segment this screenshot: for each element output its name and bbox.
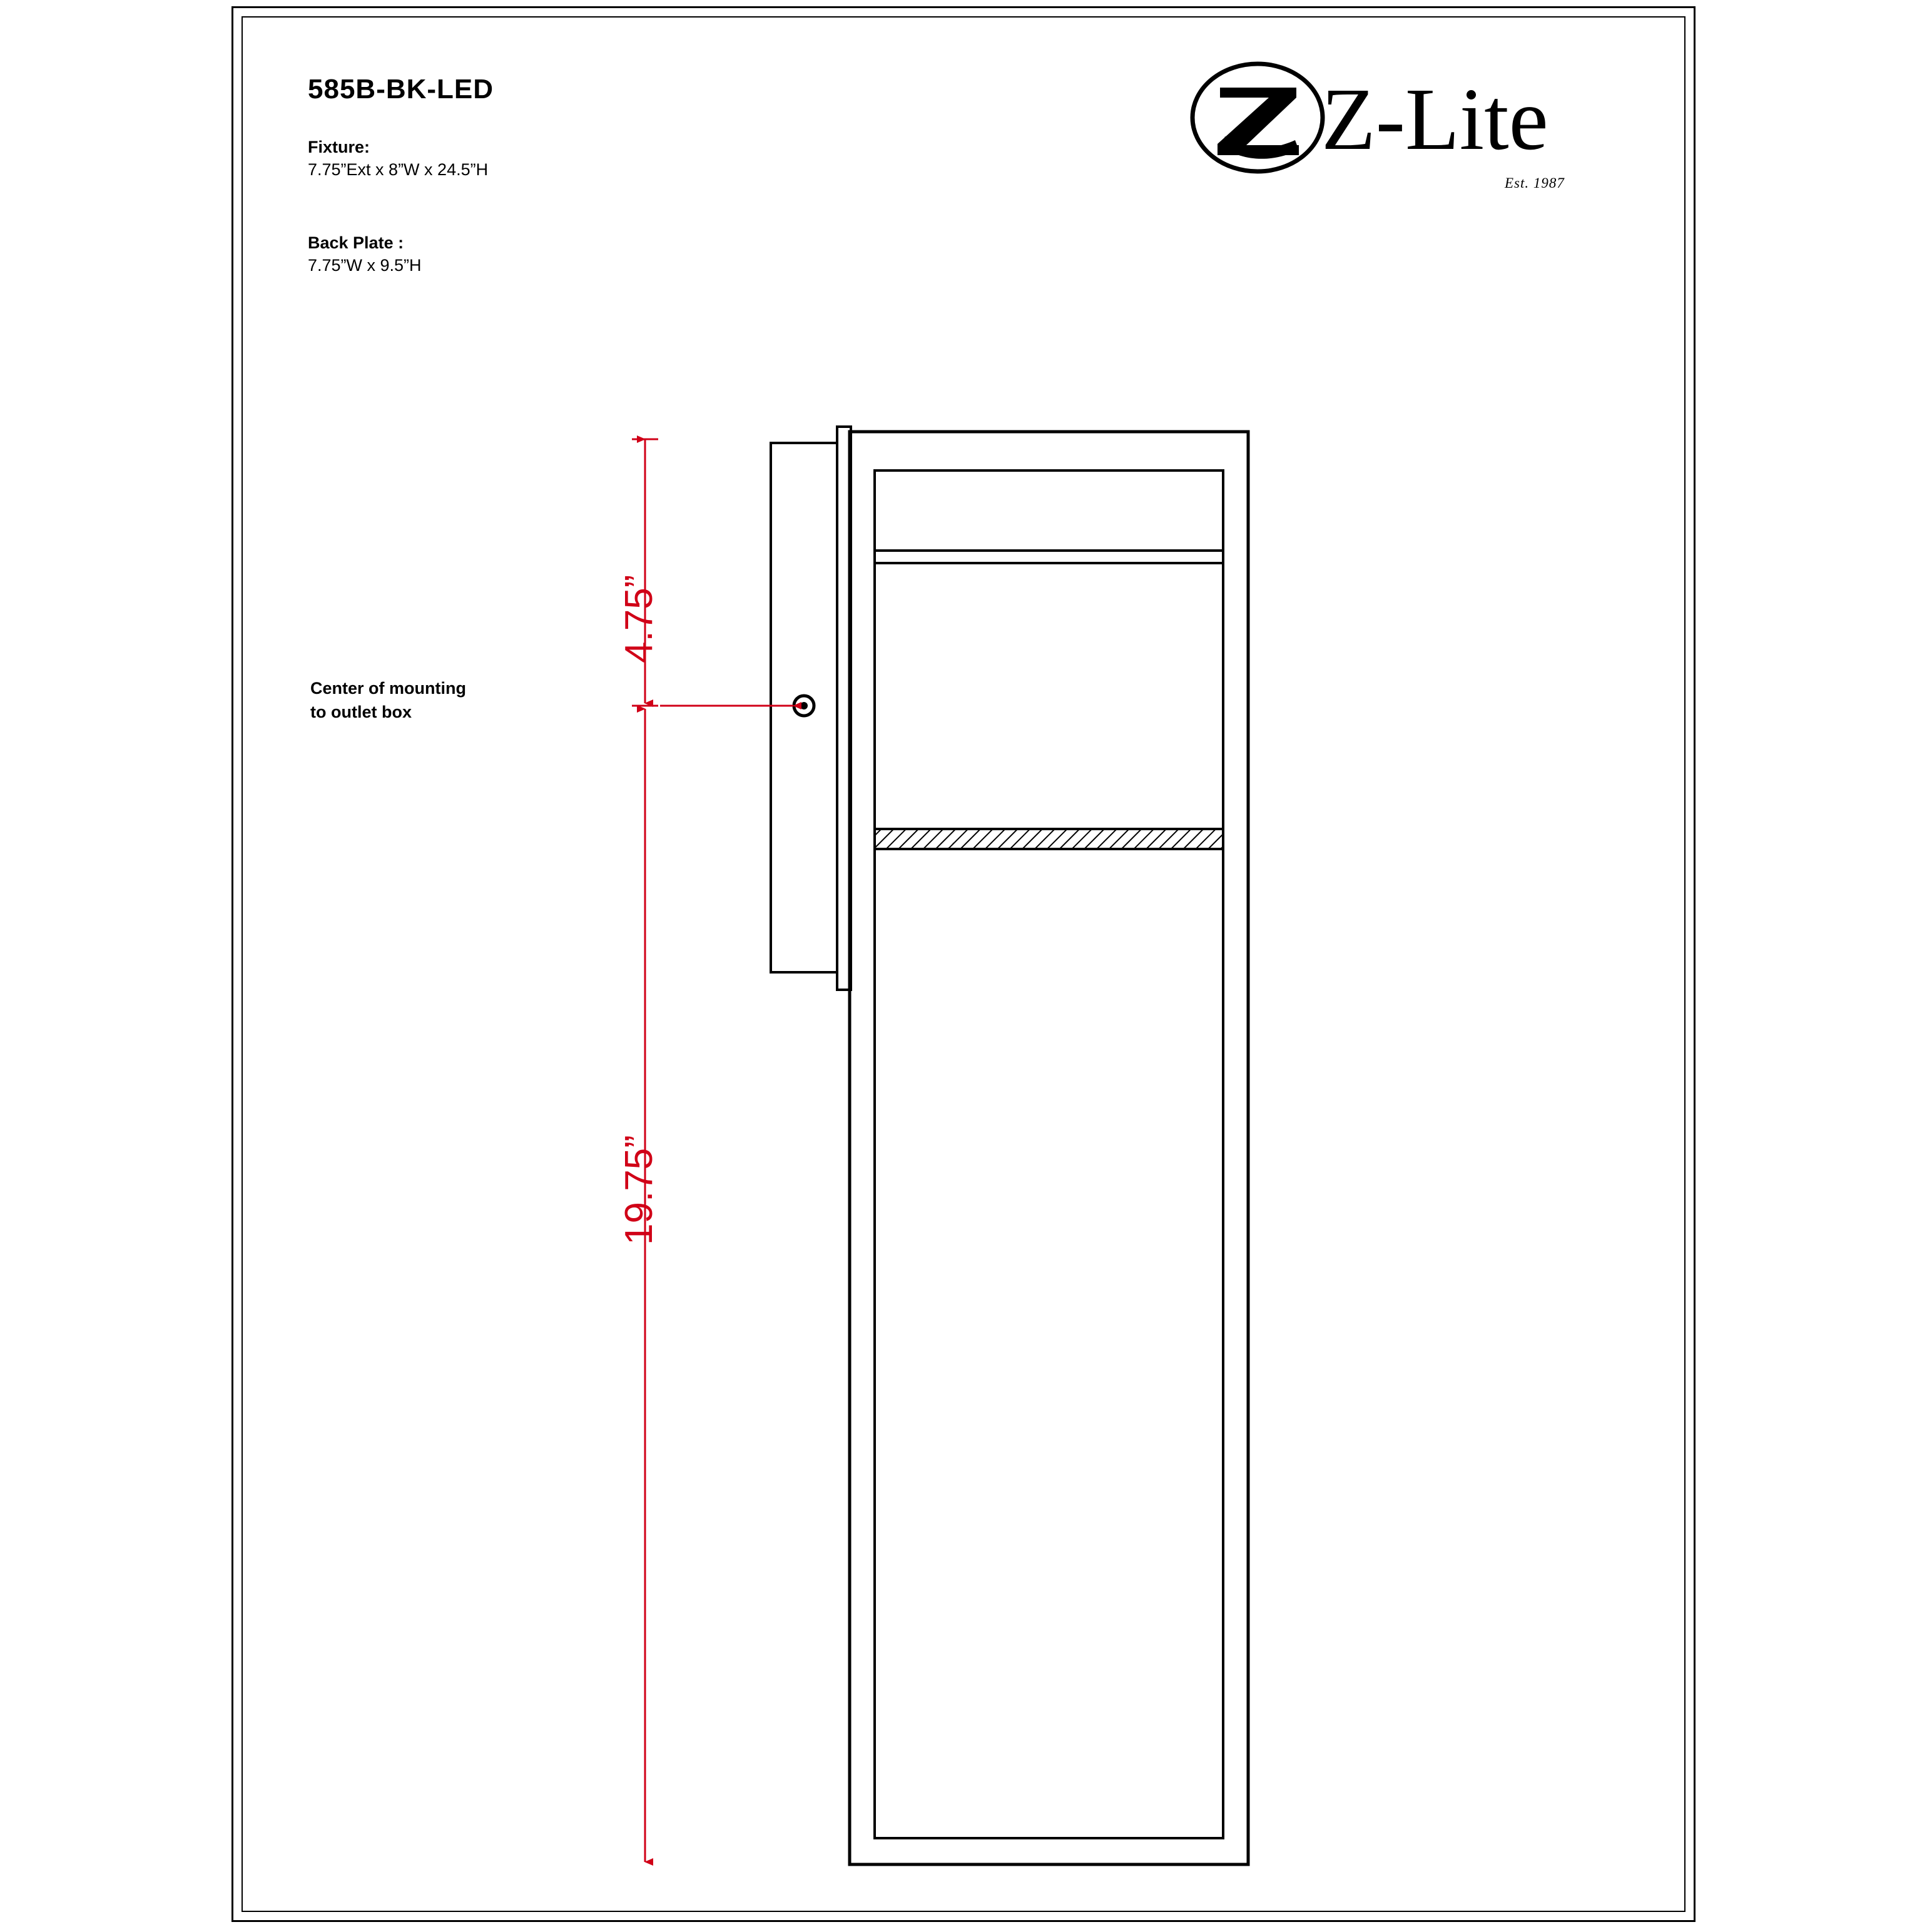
backplate-spec-value: 7.75”W x 9.5”H: [308, 256, 422, 275]
page-title: 585B-BK-LED: [308, 74, 494, 104]
mounting-callout-line1: Center of mounting: [310, 679, 466, 698]
sheet-border-inner: [242, 16, 1685, 1912]
svg-text:Z-Lite: Z-Lite: [1321, 69, 1548, 168]
dimension-label-upper: 4.75”: [618, 574, 661, 663]
mounting-callout-line2: to outlet box: [310, 702, 412, 721]
fixture-spec-label: Fixture:: [308, 138, 370, 156]
dimension-label-lower: 19.75”: [618, 1135, 661, 1245]
fixture-spec: [308, 136, 488, 181]
backplate-spec-label: Back Plate :: [308, 233, 404, 252]
z-lite-logo: [1189, 56, 1652, 181]
backplate-spec: [308, 231, 422, 277]
mounting-callout-label: [310, 677, 466, 724]
fixture-spec-value: 7.75”Ext x 8”W x 24.5”H: [308, 160, 489, 180]
logo-established-text: Est. 1987: [1505, 175, 1565, 191]
